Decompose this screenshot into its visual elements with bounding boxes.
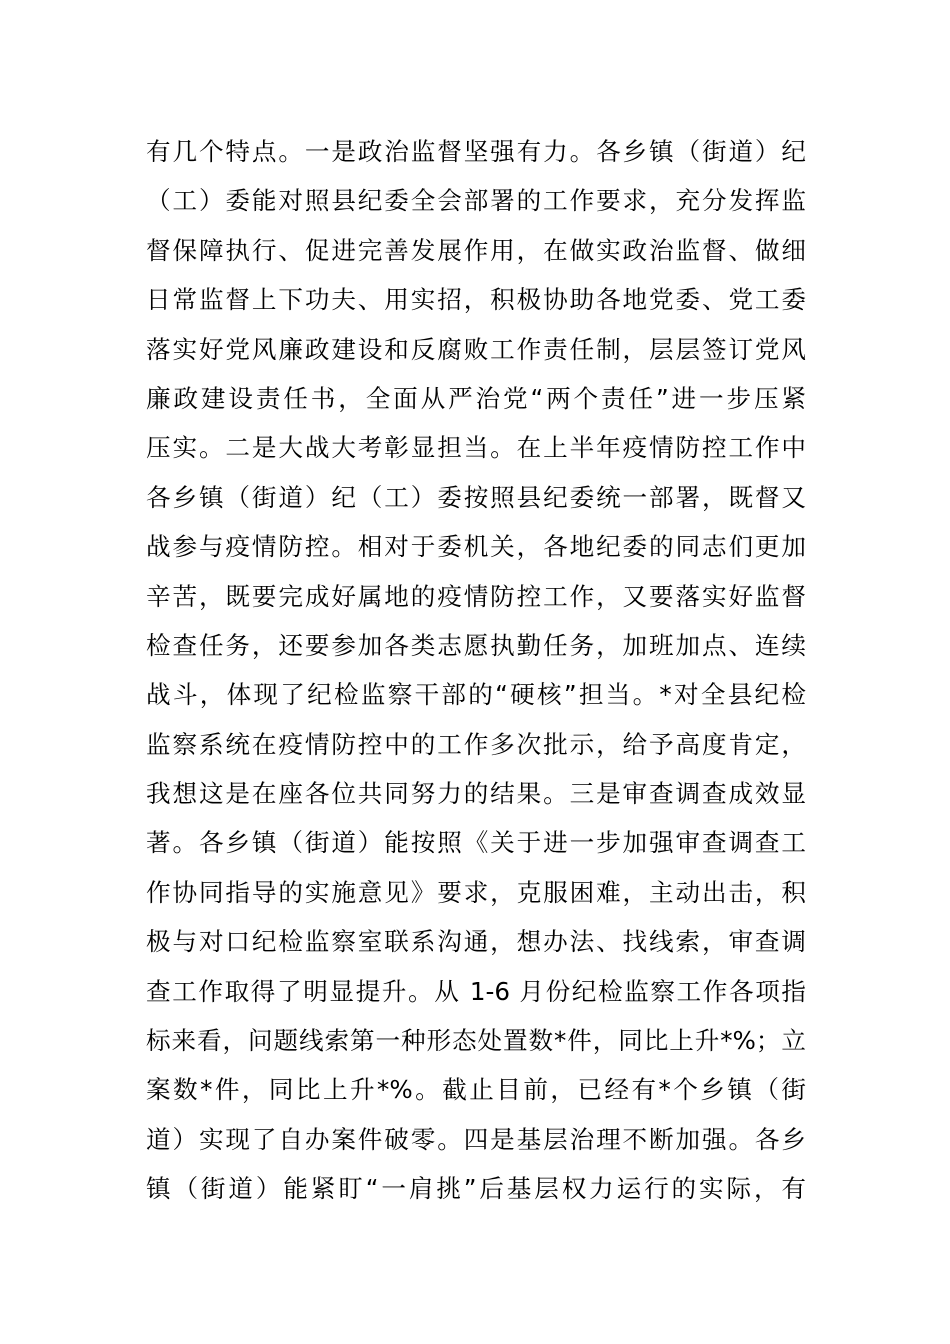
text-line: 检查任务，还要参加各类志愿执勤任务，加班加点、连续 [146, 630, 806, 660]
text-line: 战斗，体现了纪检监察干部的“硬核”担当。*对全县纪检 [146, 680, 806, 710]
text-line: 我想这是在座各位共同努力的结果。三是审查调查成效显 [146, 779, 806, 809]
text-line: 著。各乡镇（街道）能按照《关于进一步加强审查调查工 [146, 828, 806, 858]
text-line: 有几个特点。一是政治监督坚强有力。各乡镇（街道）纪 [146, 137, 806, 166]
text-line: 道）实现了自办案件破零。四是基层治理不断加强。各乡 [146, 1124, 806, 1154]
text-line: 辛苦，既要完成好属地的疫情防控工作，又要落实好监督 [146, 581, 806, 611]
text-line: 标来看，问题线索第一种形态处置数*件，同比上升*%；立 [146, 1026, 806, 1056]
text-line: 案数*件，同比上升*%。截止目前，已经有*个乡镇（街 [146, 1075, 806, 1105]
text-line: （工）委能对照县纪委全会部署的工作要求，充分发挥监 [146, 186, 806, 216]
text-line: 镇（街道）能紧盯“一肩挑”后基层权力运行的实际，有 [146, 1174, 806, 1204]
text-line: 极与对口纪检监察室联系沟通，想办法、找线索，审查调 [146, 927, 806, 957]
text-line: 各乡镇（街道）纪（工）委按照县纪委统一部署，既督又 [146, 482, 806, 512]
text-line: 监察系统在疫情防控中的工作多次批示，给予高度肯定， [146, 729, 806, 759]
body-text [146, 127, 826, 1214]
text-line: 作协同指导的实施意见》要求，克服困难，主动出击，积 [146, 877, 806, 907]
text-line: 战参与疫情防控。相对于委机关，各地纪委的同志们更加 [146, 532, 806, 562]
text-line: 廉政建设责任书，全面从严治党“两个责任”进一步压紧 [146, 383, 806, 413]
text-line: 落实好党风廉政建设和反腐败工作责任制，层层签订党风 [146, 334, 806, 364]
text-line: 压实。二是大战大考彰显担当。在上半年疫情防控工作中 [146, 433, 806, 463]
text-line: 日常监督上下功夫、用实招，积极协助各地党委、党工委 [146, 285, 806, 315]
text-line: 督保障执行、促进完善发展作用，在做实政治监督、做细 [146, 235, 806, 265]
text-line: 查工作取得了明显提升。从 1-6 月份纪检监察工作各项指 [146, 976, 806, 1006]
